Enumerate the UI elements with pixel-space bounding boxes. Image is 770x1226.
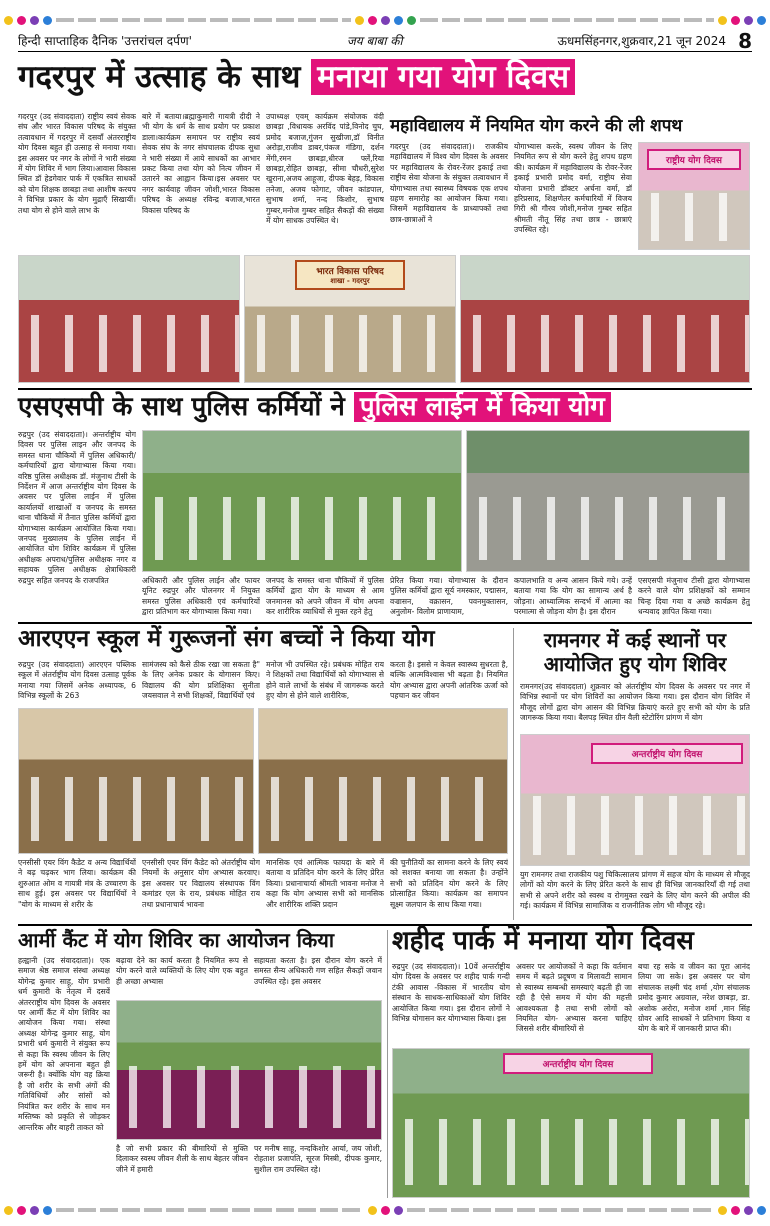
dot [394,1206,403,1215]
story2-column-2: अधिकारी और पुलिस लाईन और फायर यूनिट रुद्रपुर और पोलनगर में नियुक्त समस्त पुलिस अधिकारी एवं कर्मचारियों द्वारा प्रतिभाग कर योगाभ्यास किया गया। [142,576,260,617]
dot [30,1206,39,1215]
story3-column-4: करता है। इससे न केवल स्वास्थ्य सुधरता है, बल्कि आत्मविश्वास भी बढ़ता है। नियमित योग अभ्यास द्वारा अपनी आंतरिक ऊर्जा को पहचान कर जीवन [390,660,508,701]
bvp-banner-title: भारत विकास परिषद [316,267,384,277]
people-figures [467,497,749,560]
story2-column-5: कपालभाति व अन्य आसन किये गये। उन्हें बताया गया कि योग का सामान्य अर्थ है जोड़ना। आध्यात्मिक सन्दर्भ में आत्मा का परमात्मा से जोड़ना योग है। इस दौरान [514,576,632,617]
story6-column-2: अवसर पर आयोजकों ने कहा कि वर्तमान समय में बढ़ते प्रदूषण व मिलावटी सामान से स्वास्थ्य सम्बन्धी समस्याएं बढ़ती ही जा रही है ऐसे समय में योग की महत्ती आवश्यकता है तथा सभी लोगों को नियमित योग- अभ्यास करना चाहिए जिससे शरीर बीमारियों से [516,962,632,1034]
gadarpur-yoga-photo-3 [460,255,750,383]
dot [381,1206,390,1215]
story1-column-3: उपाध्यक्ष एवम् कार्यक्रम संयोजक वंदी छाबड़ा ,विधायक अरविंद पांडे,विनोद चुघ, प्रमोद बजाज,गुंजन सुखीजा,डॉ विनीत अरोड़ा,राजीव डाबर,पंकज गंडिगा, दर्शन मेंगी,रमन छाबड़ा,धीरज फ्लेंं,रिया छाबड़ा,रोहित छाबड़ा, सीमा चौधरी,सुरेश खुराना,अजय आहूजा, दीपक बेहड़, विकास तनेजा, अजय फोगाट, जीवन कांडपाल, सुभाष शर्मा, नन्द किशोर, सुभाष गुम्बर,मनोज गुम्बर सहित सैकड़ों की संख्या में योग साधक उपस्थित थे। [266,112,384,226]
story1-headline-part-a: गदरपुर में उत्साह के साथ [18,59,301,95]
bottom-dot-strip [0,1204,770,1216]
ramnagar-poster: अन्तर्राष्ट्रीय योग दिवस [591,743,743,764]
dot [731,16,740,25]
story5-column-3: सहायता करता है। इस दौरान योग करने में समस्त सैन्य अधिकारी गण सहित सैकड़ों जवान उपस्थित रहे। इस अवसर [254,956,382,986]
story3-column-6: एनसीसी एयर विंग कैडेट को अंतर्राष्ट्रीय योग नियमों के अनुसार योग अभ्यास करवाए। इस अवसर पर विद्यालय संस्थापक विंग कमांडर एल के राय, प्रबंधक मोहित राय तथा प्रधानाचार्य भावना [142,858,260,909]
story3-column-1: रुद्रपुर (उद संवाददाता) आरएएन पब्लिक स्कूल में अंतर्राष्ट्रीय योग दिवस उत्साह पूर्वक मनाया गया जिसमें अनेक अध्यापक, 6 विभिन्न स्कूलों के 263 [18,660,136,701]
newspaper-name: हिन्दी साप्ताहिक दैनिक 'उत्तरांचल दर्पण' [18,34,192,48]
dot [17,16,26,25]
column-divider [513,628,514,920]
people-figures [143,497,461,560]
story3-column-3: मनोज भी उपस्थित रहे। प्रबंधक मोहित राय ने शिक्षकों तथा विद्यार्थियों को योगाभ्यास से होने वाले लाभों के संबंध में जागरूक करते हुए योग से होने वाले शारीरिक, [266,660,384,701]
section-divider [18,622,752,624]
story3-column-5: एनसीसी एयर विंग कैडेट व अन्य विद्यार्थियों ने बढ़ चढ़कर भाग लिया। कार्यक्रम की शुरुआत ओम व गायत्री मंत्र के उच्चारण के साथ हुई। इस अवसर पर विद्यार्थियों ने "योग के माध्यम से शरीर के [18,858,136,909]
masthead [18,30,752,52]
story6-column-1: रुद्रपुर (उद संवाददाता)। 10वें अन्तर्राष्ट्रीय योग दिवस के अवसर पर शहीद पार्क गन्दी टंकी आवास -विकास में भारतीय योग संस्थान के साधक-साधिकाओं योग शिविर आयोजित किया गया। इस दौरान लोगों ने विभिन्न योगासन कर योगाभ्यास किया। इस [392,962,510,1024]
dot [718,16,727,25]
story5-column-1: हल्द्वानी (उद संवाददाता)। एक समाज श्रेष्ठ समाज संस्था अध्यक्ष योगेन्द्र कुमार साहू, योग प्रभारी धर्म कुमारी के नेतृत्व में दसवें अंतरराष्ट्रीय योग दिवस के अवसर पर आर्मी कैंट में योग शिविर का आयोजन किया गया। संस्था अध्यक्ष योगेन्द्र कुमार साहू, योग प्रभारी धर्म कुमारी ने संयुक्त रूप से कहा कि स्वस्थ जीवन के लिए हमें योग को अपनाना बहुत ही जरूरी है। क्योंकि योग वह क्रिया है जो शरीर के सभी अंगों की गतिविधियों और सांसों को नियंत्रित कर शरीर के साथ मन मस्तिष्क को प्रकृति से जोड़कर आन्तरिक और बाहरी ताकत को [18,956,110,1132]
dot-divider [56,1208,364,1212]
story2-headline-part-a: एसएसपी के साथ पुलिस कर्मियों ने [18,392,345,422]
dot [43,16,52,25]
dot [4,1206,13,1215]
story2-column-3: जनपद के समस्त थाना चौकियों में पुलिस कर्मियों द्वारा योग के माध्यम से आम जनमानस को अपने जीवन में योग अपना कर शारीरिक व्याधियों से मुक्त रहने हेतु [266,576,384,617]
top-dot-strip [0,14,770,26]
dot [718,1206,727,1215]
story2-headline [18,394,611,420]
people-figures [117,1066,381,1128]
dot [757,16,766,25]
story3-column-2: सामंजस्य को कैसे ठीक रखा जा सकता है" के लिए अनेक प्रकार के योगासन किए। विद्यालय की योग प्रशिक्षिका सुनीता जयसवाल ने सभी शिक्षकों, विद्यार्थियों एवं [142,660,260,701]
dot-divider [407,1208,715,1212]
people-figures [393,1119,749,1186]
gadarpur-yoga-photo-2 [244,255,456,383]
bvp-banner-subtitle: शाखा - गदरपुर [330,277,370,285]
story2-column-1: रुद्रपुर (उद संवाददाता)। अन्तर्राष्ट्रीय योग दिवस पर पुलिस लाइन और जनपद के समस्त थाना चौकियों में पुलिस अधिकारी/कर्मचारियों द्वारा योगाभ्यास किया गया।वरिष्ठ पुलिस अधीक्षक डॉ. मंजुनाथ टीसी के निर्देशन में आज अन्तर्राष्ट्रीय योग दिवस के अवसर पर पुलिस लाईन में पुलिस कार्यालयों शाखाओं व जनपद के समस्त थाना चौकियों में तैनात पुलिस कर्मियों द्वारा योगाभ्यास कार्यक्रम आयोजित किया गया। जनपद मुख्यालय के पुलिस लाईन में आयोजित योग शिविर कार्यक्रम में पुलिस अधीक्षक अपराध/पुलिस अधीक्षक नगर व सहायक पुलिस अधीक्षक क्षेत्राधिकारी रुद्रपुर सहित जनपद के राजपत्रित [18,430,136,585]
police-line-yoga-photo-2 [466,430,750,572]
story2-headline-part-b: पुलिस लाईन में किया योग [354,392,611,422]
story5-column-4: है जो सभी प्रकार की बीमारियों से मुक्ति दिलाकर स्वस्थ जीवन शैली के साथ बेहतर जीवन जीने में हमारी [116,1144,248,1174]
story2-column-4: प्रेरित किया गया। योगाभ्यास के दौरान पुलिस कर्मियों द्वारा सूर्य नमस्कार, पद्मासन, वज्रासन, वक्रासन, पवनमुक्तासन, अनुलोम- विलोम प्राणायाम, [390,576,508,617]
dot [744,1206,753,1215]
story3-headline: आरएएन स्कूल में गुरूजनों संग बच्चों ने किया योग [18,626,435,652]
people-figures [19,777,253,842]
people-figures [521,796,749,855]
dot [17,1206,26,1215]
dot [407,16,416,25]
dot [30,16,39,25]
gadarpur-yoga-photo-1 [18,255,240,383]
dot [381,16,390,25]
school-yoga-photo-2 [258,708,508,854]
section-divider [18,388,752,390]
story5-headline: आर्मी कैंट में योग शिविर का आयोजन किया [18,928,335,952]
college-poster: राष्ट्रीय योग दिवस [647,149,741,170]
dot [368,1206,377,1215]
dot [355,16,364,25]
bvp-banner [295,260,405,290]
people-figures [639,193,749,241]
story1-sub-column-1: गदरपुर (उद संवाददाता)। राजकीय महाविद्यालय में विश्व योग दिवस के अवसर पर महाविद्यालय के रोवर-रेंजर इकाई तथा राष्ट्रीय सेवा योजना के संयुक्त तत्वावधान में योगाभ्यास तथा स्वास्थ्य विषयक एक शपथ ग्रहण समारोह का आयोजन किया गया। जिसमें महाविद्यालय के प्राध्यापकों तथा छात्र-छात्राओं ने [390,142,508,224]
story3-column-7: मानसिक एवं आत्मिक फायदा के बारे में बताया व प्रतिदिन योग करने के लिए प्रेरित किया। प्रधानाचार्या श्रीमती भावना मनोज ने कहा कि योग अभ्यास सभी को मानसिक और शारीरिक शक्ति प्रदान [266,858,384,909]
story5-column-5: पर मनीष साहू, नन्दकिशोर आर्या, जय जोशी, रोहताश प्रजापति, सूरज मिस्त्री, दीपक कुमार, सुशील राम उपस्थित रहे। [254,1144,382,1174]
college-yoga-photo [638,142,750,250]
story1-column-2: बारे में बताया।ब्रह्माकुमारी गायत्री दीदी ने भी योग के धर्म के साथ प्रयोग पर प्रकाश डाला।कार्यक्रम समापन पर राष्ट्रीय स्वयं सेवक संघ के नगर संघचालक दीपक सुधा ने भारी संख्या में आये साधकों का आभार प्रकट किया तथा योग को नित्य जीवन में उतारने का आह्वान किया।इस अवसर पर नगर कार्यवाह जीवन जोशी,भारत विकास परिषद के अध्यक्ष रविन्द्र बजाज,भारत विकास परिषद के [142,112,260,215]
people-figures [245,315,455,372]
dot [43,1206,52,1215]
dot [4,16,13,25]
people-figures [259,777,507,842]
police-line-yoga-photo-1 [142,430,462,572]
dot [744,16,753,25]
story6-headline: शहीद पार्क में मनाया योग दिवस [392,926,694,956]
people-figures [461,315,749,372]
story1-column-1: गदरपुर (उद संवाददाता) राष्ट्रीय स्वयं सेवक संघ और भारत विकास परिषद के संयुक्त तत्वावधान में गदरपुर में दसवाँ अंतरराष्ट्रीय योग दिवस बहुत ही उत्साह से मनाया गया।इस अवसर पर नगर के लोगों ने भारी संख्या में योग शिविर में भाग लिया।आवास विकास स्थित डॉ हेडगेवार पार्क में एकत्रित साधकों को योग शिक्षक छाबड़ा तथा आशीष करयप ने विभिन्न प्रकार के योग मुद्राएँ सिखायीं।तथा योग से होने वाले लाभ के [18,112,136,215]
dot [757,1206,766,1215]
dot [394,16,403,25]
story1-sub-headline: महाविद्यालय में नियमित योग करने की ली शपथ [390,116,683,136]
page-number: 8 [738,28,752,53]
story2-column-6: एसएसपी मंजुनाथ टीसी द्वारा योगाभ्यास करने वाले योग प्रशिक्षकों को सम्मान चिन्ह दिया गया व अच्छे कार्यक्रम हेतु धन्यवाद ज्ञापित किया गया। [638,576,750,617]
shaheed-park-banner: अन्तर्राष्ट्रीय योग दिवस [503,1053,653,1074]
shaheed-park-yoga-photo [392,1048,750,1198]
column-divider [387,930,388,1198]
story6-column-3: बचा रह सके व जीवन का पूरा आनंद लिया जा सके। इस अवसर पर योग संचालक लक्ष्मी चंद शर्मा ,योग संचालक प्रमोद कुमार अग्रवाल, नरेश छाबड़ा, डा. अशोक अरोरा, मनोज शर्मा ,मान सिंह ग्रोवर आदि साधकों ने प्रतिभाग किया व योग के बारे में जानकारी प्राप्त की। [638,962,750,1034]
masthead-slogan: जय बाबा की [346,34,403,48]
school-yoga-photo-1 [18,708,254,854]
story1-sub-column-2: योगाभ्यास करके, स्वस्थ जीवन के लिए नियमित रूप से योग करने हेतु शपथ ग्रहण की। कार्यक्रम में महाविद्यालय के रोवर-रेंजर इकाई प्रभारी प्रमोद वर्मा, राष्ट्रीय सेवा योजना प्रभारी डॉक्टर अर्चना वर्मा, डॉ हरिप्रसाद, शिक्षणेतर कर्मचारियों में विजय गिरी श्री गौरव जोशी,मनोज गुम्बर सहित श्रीमती नीतू सिंह तथा छात्र - छात्राएं उपस्थित रहे। [514,142,632,235]
dot [731,1206,740,1215]
story4-headline: रामनगर में कई स्थानों पर आयोजित हुए योग शिविर [543,628,727,676]
story5-column-2: बढ़ावा देने का कार्य करता है नियमित रूप से योग करने वाले व्यक्तियों के लिए योग एक बहुत ही अच्छा अभ्यास [116,956,248,986]
story3-column-8: की चुनौतियों का सामना करने के लिए स्वयं को सशक्त बनाया जा सकता है। उन्होंने सभी को प्रतिदिन योग करने के लिए प्रोत्साहित किया। कार्यक्रम का समापन सूक्ष्म जलपान के साथ किया गया। [390,858,508,909]
story1-headline-part-b: मनाया गया योग दिवस [311,59,575,95]
date-line: ऊधमसिंहनगर,शुक्रवार,21 जून 2024 [557,34,727,48]
dot-divider [420,18,715,22]
story4-caption: युग रामनगर तथा राजकीय पशु चिकित्सालय प्रांगण में सहज योग के माध्यम से मौजूद लोगों को योग करने के लिए प्रेरित करने के साथ ही विभिन्न जानकारियाँ दी गई तथा सभी से अपने शरीर को स्वस्थ व रोगमुक्त रखने के लिए योग करने की अपील की गई। कार्यक्रम में विभिन्न सामाजिक व राजनीतिक लोग भी मौजूद रहे। [520,870,750,911]
people-figures [19,315,239,372]
dot-divider [56,18,351,22]
story4-intro: रामनगर(उद संवाददाता) शुक्रवार को अंतर्राष्ट्रीय योग दिवस के अवसर पर नगर में विभिन्न स्थानों पर योग शिविरों का आयोजन किया गया। इस दौरान योग शिविर में मौजूद लोगों द्वारा योग आसन की विभिन्न क्रियाएं करते हुए सभी को योग के प्रति जागरूक किया गया। बैलपड़ स्थित ग्रीन वैली स्टेटोरिंग प्रांगण में योग [520,682,750,723]
ramnagar-yoga-photo [520,734,750,866]
story1-headline [18,59,575,95]
dot [368,16,377,25]
army-cantt-yoga-photo [116,1000,382,1140]
